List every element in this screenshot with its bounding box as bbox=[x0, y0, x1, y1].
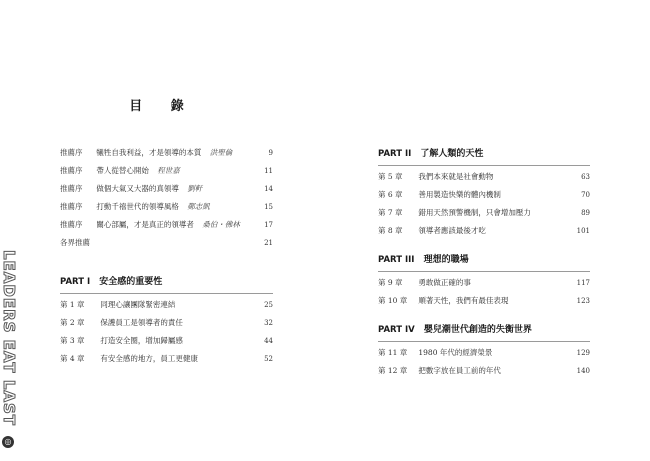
part-title: 理想的職場 bbox=[423, 255, 469, 265]
chapter-page: 70 bbox=[581, 191, 590, 199]
chapter-label: 第 4 章 bbox=[60, 354, 85, 363]
toc-left-column bbox=[60, 144, 273, 368]
chapter-page: 123 bbox=[576, 297, 590, 305]
chapter-title: 有安全感的地方，員工更健康 bbox=[100, 354, 198, 363]
part-title: 嬰兒潮世代創造的失衡世界 bbox=[423, 325, 532, 335]
part-heading[interactable] bbox=[378, 250, 590, 270]
part-heading[interactable] bbox=[378, 320, 590, 340]
chapter-title: 同理心讓團隊緊密連結 bbox=[100, 300, 176, 309]
chapter-page: 101 bbox=[576, 227, 590, 235]
chapter-title: 領導者應該最後才吃 bbox=[418, 226, 486, 235]
entry-title: 打動千禧世代的領導風格 bbox=[96, 202, 179, 211]
chapter-title: 錯用天然預警機制，只會增加壓力 bbox=[418, 208, 531, 217]
entry-page: 14 bbox=[264, 185, 273, 193]
entry-author: 洪聖倫 bbox=[209, 148, 233, 157]
chapter-title: 保護員工是領導者的責任 bbox=[100, 318, 183, 327]
part-number: PART III bbox=[378, 255, 415, 265]
entry-author: 鄭志凱 bbox=[187, 202, 210, 211]
part-section bbox=[60, 272, 273, 368]
toc-entry[interactable] bbox=[60, 162, 273, 180]
chapter-entry[interactable] bbox=[378, 222, 590, 240]
entry-label: 各界推薦 bbox=[60, 238, 90, 247]
chapter-entry[interactable] bbox=[378, 186, 590, 204]
chapter-label: 第 2 章 bbox=[60, 318, 85, 327]
entry-label: 推薦序 bbox=[60, 148, 83, 157]
entry-author: 劉軒 bbox=[187, 184, 203, 193]
chapter-title: 打造安全圈，增加歸屬感 bbox=[100, 336, 183, 345]
entry-title: 關心部屬，才是真正的領導者 bbox=[96, 220, 194, 229]
chapter-label: 第 1 章 bbox=[60, 300, 85, 309]
part-heading[interactable] bbox=[60, 272, 273, 292]
chapter-title: 勇敢做正確的事 bbox=[418, 278, 471, 287]
entry-title: 帶人從替心開始 bbox=[96, 166, 149, 175]
chapter-page: 140 bbox=[576, 367, 590, 375]
chapter-entry[interactable] bbox=[60, 350, 273, 368]
chapter-label: 第 9 章 bbox=[378, 278, 403, 287]
chapter-page: 44 bbox=[264, 337, 273, 345]
toc-entry[interactable] bbox=[60, 144, 273, 162]
publisher-logo-icon: ◎ bbox=[2, 436, 14, 448]
entry-title: 做個大氣又大器的真領導 bbox=[96, 184, 179, 193]
chapter-label: 第 8 章 bbox=[378, 226, 403, 235]
entry-page: 17 bbox=[264, 221, 273, 229]
entry-author: 程世嘉 bbox=[157, 166, 180, 175]
part-number: PART IV bbox=[378, 325, 415, 335]
toc-right-column bbox=[378, 144, 590, 380]
entry-page: 15 bbox=[264, 203, 273, 211]
page-title: 目 錄 bbox=[129, 99, 196, 114]
chapter-title: 把數字放在員工前的年代 bbox=[418, 366, 501, 375]
chapter-entry[interactable] bbox=[378, 362, 590, 380]
entry-label: 推薦序 bbox=[60, 220, 83, 229]
toc-entry[interactable] bbox=[60, 216, 273, 234]
part-number: PART I bbox=[60, 277, 91, 287]
chapter-title: 順著天性，我們有最佳表現 bbox=[418, 296, 509, 305]
toc-entry[interactable] bbox=[60, 180, 273, 198]
chapter-label: 第 6 章 bbox=[378, 190, 403, 199]
entry-page: 9 bbox=[268, 149, 273, 157]
chapter-page: 63 bbox=[581, 173, 590, 181]
entry-label: 推薦序 bbox=[60, 184, 83, 193]
chapter-page: 129 bbox=[576, 349, 590, 357]
part-title: 安全感的重要性 bbox=[99, 277, 163, 287]
chapter-label: 第 5 章 bbox=[378, 172, 403, 181]
entry-author: 桑伯・佛林 bbox=[202, 220, 240, 229]
chapter-label: 第 12 章 bbox=[378, 366, 408, 375]
chapter-label: 第 7 章 bbox=[378, 208, 403, 217]
toc-entry[interactable] bbox=[60, 234, 273, 252]
part-title: 了解人類的天性 bbox=[420, 149, 484, 159]
chapter-entry[interactable] bbox=[378, 168, 590, 186]
chapter-entry[interactable] bbox=[378, 344, 590, 362]
entry-label: 推薦序 bbox=[60, 166, 83, 175]
preface-list bbox=[60, 144, 273, 252]
chapter-label: 第 10 章 bbox=[378, 296, 408, 305]
chapter-entry[interactable] bbox=[60, 296, 273, 314]
entry-page: 21 bbox=[264, 239, 273, 247]
chapter-page: 25 bbox=[264, 301, 273, 309]
part-heading[interactable] bbox=[378, 144, 590, 164]
chapter-page: 52 bbox=[264, 355, 273, 363]
chapter-entry[interactable] bbox=[378, 292, 590, 310]
part-section bbox=[378, 144, 590, 240]
part-divider bbox=[60, 293, 273, 294]
entry-title: 犧牲自我利益，才是領導的本質 bbox=[96, 148, 202, 157]
chapter-title: 善用製造快樂的體內機制 bbox=[418, 190, 501, 199]
part-divider bbox=[378, 271, 590, 272]
entry-page: 11 bbox=[264, 167, 273, 175]
chapter-title: 我們本來就是社會動物 bbox=[418, 172, 494, 181]
spine-title: LEADERS EAT LAST bbox=[0, 250, 18, 427]
spine-decoration bbox=[0, 250, 18, 450]
part-divider bbox=[378, 341, 590, 342]
chapter-entry[interactable] bbox=[378, 204, 590, 222]
chapter-entry[interactable] bbox=[60, 332, 273, 350]
part-section bbox=[378, 250, 590, 310]
chapter-label: 第 11 章 bbox=[378, 348, 408, 357]
entry-label: 推薦序 bbox=[60, 202, 83, 211]
part-divider bbox=[378, 165, 590, 166]
chapter-entry[interactable] bbox=[378, 274, 590, 292]
chapter-page: 117 bbox=[576, 279, 590, 287]
chapter-page: 32 bbox=[264, 319, 273, 327]
toc-entry[interactable] bbox=[60, 198, 273, 216]
chapter-title: 1980 年代的經濟榮景 bbox=[418, 348, 493, 357]
part-number: PART II bbox=[378, 149, 412, 159]
chapter-label: 第 3 章 bbox=[60, 336, 85, 345]
chapter-page: 89 bbox=[581, 209, 590, 217]
part-section bbox=[378, 320, 590, 380]
chapter-entry[interactable] bbox=[60, 314, 273, 332]
